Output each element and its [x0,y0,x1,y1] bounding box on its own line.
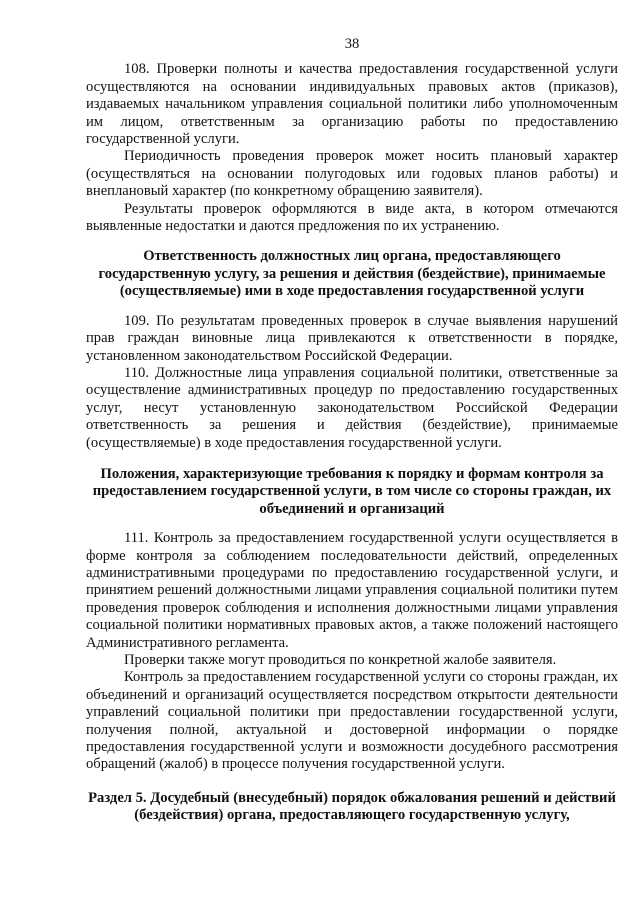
paragraph-110: 110. Должностные лица управления социальной политики, ответственные за осуществление административных процедур по предоставлению государственных услуг, несут установленную законодательством Российской Федерации ответственность за решения и действия (бездействие), принимаемые (осуществляемые) в ходе предоставления государственной услуги. [86,364,618,451]
heading-control: Положения, характеризующие требования к порядку и формам контроля за предоставлением государственной услуги, в том числе со стороны граждан, их объединений и организаций [92,465,612,517]
paragraph-complaint: Проверки также могут проводиться по конкретной жалобе заявителя. [124,652,557,668]
page-number: 38 [344,36,360,52]
heading-responsibility: Ответственность должностных лиц органа, предоставляющего государственную услугу, за решения и действия (бездействие), принимаемые (осуществляемые) ими в ходе предоставления государственной услуги [98,248,606,300]
paragraph-109: 109. По результатам проведенных проверок в случае выявления нарушений прав граждан виновные лица привлекаются к ответственности в порядке, установленном законодательством Российской Федерации. [86,312,618,364]
paragraph-citizens-control: Контроль за предоставлением государственной услуги со стороны граждан, их объединений и организаций осуществляется посредством открытости деятельности управлений социальной политики при предоставлении государственной услуги, получения полной, актуальной и достоверной информации о порядке предоставления государственной услуги и возможности досудебного рассмотрения обращений (жалоб) в процессе получения государственной услуги. [86,669,618,773]
heading-section-5: Раздел 5. Досудебный (внесудебный) порядок обжалования решений и действий (бездействия) органа, предоставляющего государственную услугу, [88,789,616,824]
paragraph-periodicity: Периодичность проведения проверок может носить плановый характер (осуществляться на основании полугодовых или годовых планов работы) и внеплановый характер (по конкретному обращению заявителя). [86,148,618,200]
paragraph-111: 111. Контроль за предоставлением государственной услуги осуществляется в форме контроля за соблюдением последовательности действий, определенных административными процедурами по предоставлению государственной услуги, и принятием решений должностными лицами управления социальной политики путем проведения проверок соблюдения и исполнения должностными лицами управления социальной политики нормативных правовых актов, а также положений настоящего Административного регламента. [86,530,618,651]
paragraph-results: Результаты проверок оформляются в виде акта, в котором отмечаются выявленные недостатки и даются предложения по их устранению. [86,200,618,235]
document-page [86,36,618,825]
paragraph-108: 108. Проверки полноты и качества предоставления государственной услуги осуществляются на основании индивидуальных правовых актов (приказов), издаваемых начальником управления социальной политики либо уполномоченным им лицом, ответственным за организацию работы по предоставлению государственной услуги. [86,61,618,148]
